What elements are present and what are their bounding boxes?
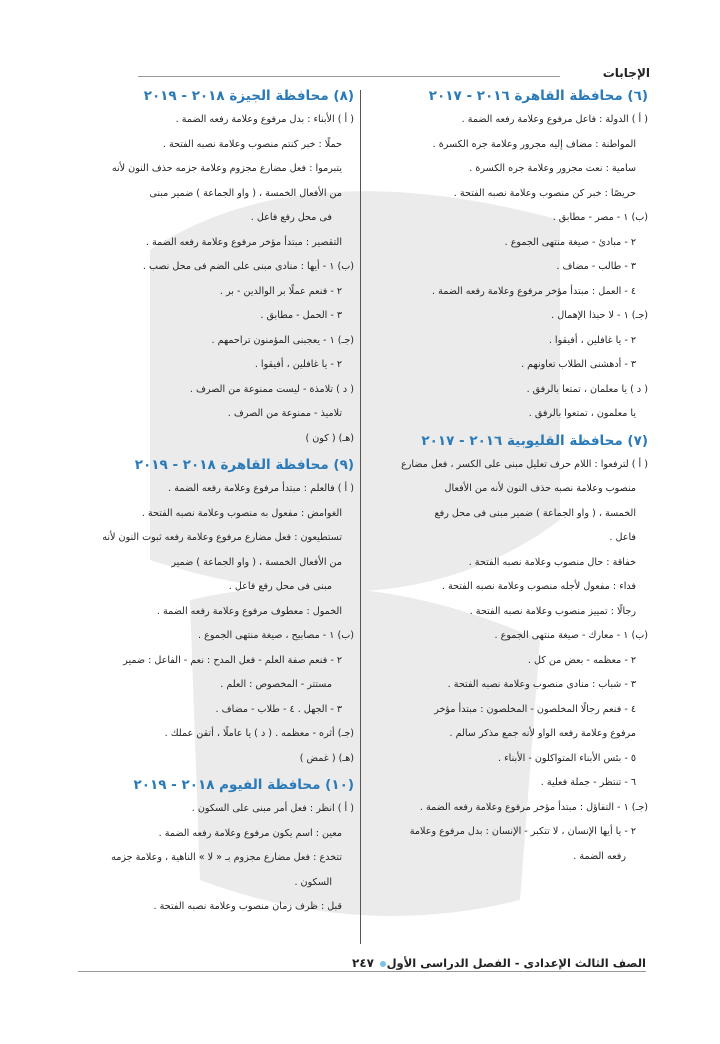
footer-rule xyxy=(78,971,646,972)
answer-line: الخمول : معطوف مرفوع وعلامة رفعه الضمة . xyxy=(156,605,342,617)
answer-line: ٣ - طالب - مضاف . xyxy=(556,261,636,272)
answer-line: تستطيعون : فعل مضارع مرفوع وعلامة رفعه ثبوت النون لأنه xyxy=(102,532,342,543)
answer-line: المواطنة : مضاف إليه مجرور وعلامة جره الكسرة . xyxy=(432,138,636,150)
answer-line: ٢ - فنعم صفة العلم - فعل المدح : نعم - الفاعل : ضمير xyxy=(123,654,342,666)
answer-line: ٢ - يا غافلين ، أفيقوا . xyxy=(548,334,636,346)
page-header xyxy=(138,66,650,78)
answer-line: فداء : مفعول لأجله منصوب وعلامة نصبه الفتحة . xyxy=(441,581,636,592)
column-divider xyxy=(360,90,361,944)
answer-line: ٤ - العمل : مبتدأ مؤخر مرفوع وعلامة رفعه الضمة . xyxy=(431,285,636,297)
section-title: (٦) محافظة القاهرة ٢٠١٦ - ٢٠١٧ xyxy=(428,88,648,104)
answer-line: التقصير : مبتدأ مؤخر مرفوع وعلامة رفعه الضمة . xyxy=(145,236,342,248)
section-title: (٨) محافظة الجيزة ٢٠١٨ - ٢٠١٩ xyxy=(143,88,354,104)
answer-line: منصوب وعلامة نصبه حذف النون لأنه من الأفعال xyxy=(444,483,636,494)
answer-line: تلاميذ - ممنوعة من الصرف . xyxy=(227,408,342,419)
answer-line: (ب) ١ - مصابيح ، صيغة منتهى الجموع . xyxy=(198,630,354,641)
answer-line: (جـ) أثره - معظمه . ( د ) يا عاملًا ، أتقن عملك . xyxy=(164,728,354,739)
answer-line: خفاقة : حال منصوب وعلامة نصبه الفتحة . xyxy=(468,556,636,568)
answer-line: ( أ ) لترفعوا : اللام حرف تعليل مبنى على الكسر ، فعل مضارع xyxy=(401,458,648,470)
answer-line: ( أ ) انظر : فعل أمر مبنى على السكون . xyxy=(191,803,354,814)
answer-line: ٣ - الحمل - مطابق . xyxy=(260,310,342,321)
answer-line: ( أ ) فالعلم : مبتدأ مرفوع وعلامة رفعه الضمة . xyxy=(168,483,354,494)
footer-dot-icon xyxy=(380,961,386,967)
answer-line: ٥ - بئس الأبناء المتواكلون - الأبناء . xyxy=(498,752,636,764)
answer-line: من الأفعال الخمسة ، ( واو الجماعة ) ضمير مبنى xyxy=(149,187,342,199)
answer-line: ٣ - شباب : منادى منصوب وعلامة نصبه الفتحة . xyxy=(447,679,636,690)
answer-line: يا معلمون ، تمتعوا بالرفق . xyxy=(528,408,636,419)
section-title: (٩) محافظة القاهرة ٢٠١٨ - ٢٠١٩ xyxy=(134,457,354,473)
section-title: (٧) محافظة القليوبية ٢٠١٦ - ٢٠١٧ xyxy=(421,432,648,449)
answer-line: ٢ - مبادئ - صيغة منتهى الجموع . xyxy=(504,236,636,248)
answer-line: معين : اسم يكون مرفوع وعلامة رفعه الضمة . xyxy=(158,827,342,839)
answer-line: فاعل . xyxy=(609,532,636,543)
answer-line: رفعه الضمة . xyxy=(573,850,626,862)
answer-line: ٣ - أدهشنى الطلاب تعاونهم . xyxy=(521,359,636,370)
footer-text: الصف الثالث الإعدادى - الفصل الدراسى الأول xyxy=(386,956,646,970)
answer-line: يتبرموا : فعل مضارع مجزوم وعلامة جزمه حذف النون لأنه xyxy=(111,163,342,174)
answer-line: ٦ - تنتظر - جملة فعلية . xyxy=(540,777,636,788)
answer-line: (ب) ١ - أيها : منادى مبنى على الضم فى محل نصب . xyxy=(142,261,354,272)
right-column xyxy=(365,86,648,869)
answer-line: مستتر - المخصوص : العلم . xyxy=(220,679,332,690)
answer-line: من الأفعال الخمسة ، ( واو الجماعة ) ضمير xyxy=(171,556,342,568)
answer-line: ( أ ) الدولة : فاعل مرفوع وعلامة رفعه الضمة . xyxy=(461,114,648,125)
answer-line: (هـ) ( كون ) xyxy=(305,432,354,444)
header-rule xyxy=(138,76,560,77)
answer-line: الخمسة ، ( واو الجماعة ) ضمير مبنى فى محل رفع xyxy=(434,507,636,519)
answer-line: ( أ ) الأبناء : بدل مرفوع وعلامة رفعه الضمة . xyxy=(175,114,354,125)
answer-line: (جـ) ١ - التفاؤل : مبتدأ مؤخر مرفوع وعلامة رفعه الضمة . xyxy=(419,801,648,813)
header-title: الإجابات xyxy=(602,66,650,80)
section-title: (١٠) محافظة الفيوم ٢٠١٨ - ٢٠١٩ xyxy=(133,777,354,793)
answer-line: ٢ - معظمه - بعض من كل . xyxy=(527,654,636,666)
answer-line: (ب) ١ - مصر - مطابق . xyxy=(552,212,648,223)
answer-line: مبنى فى محل رفع فاعل . xyxy=(228,581,332,592)
answer-line: قبل : ظرف زمان منصوب وعلامة نصبه الفتحة . xyxy=(153,901,342,912)
answer-line: حملًا : خبر كنتم منصوب وعلامة نصبه الفتحة . xyxy=(162,138,342,150)
page-footer xyxy=(78,956,646,976)
answer-line: ٤ - فنعم رجالًا المخلصون - المخلصون : مبتدأ مؤخر xyxy=(434,703,636,715)
answer-line: الغوامض : مفعول به منصوب وعلامة نصبه الفتحة . xyxy=(141,507,342,519)
answer-line: مرفوع وعلامة رفعه الواو لأنه جمع مذكر سالم . xyxy=(449,728,636,739)
answer-line: (جـ) ١ - لا حبذا الإهمال . xyxy=(551,310,648,321)
answer-line: ٢ - يا غافلين ، أفيقوا . xyxy=(254,359,342,370)
answer-line: رجالًا : تمييز منصوب وعلامة نصبه الفتحة . xyxy=(469,605,636,617)
answer-line: تتخدع : فعل مضارع مجزوم بـ « لا » الناهية ، وعلامة جزمه xyxy=(111,852,342,863)
answer-line: السكون . xyxy=(294,876,332,888)
answer-line: (جـ) ١ - يعجبنى المؤمنون تراحمهم . xyxy=(211,334,354,346)
answer-line: حريصًا : خبر كن منصوب وعلامة نصبه الفتحة . xyxy=(453,187,636,199)
answer-line: (ب) ١ - معارك - صيغة منتهى الجموع . xyxy=(494,630,648,641)
answer-line: ٣ - الجهل . ٤ - طلاب - مضاف . xyxy=(215,703,342,715)
answer-line: فى محل رفع فاعل . xyxy=(250,212,332,223)
answer-line: ( د ) يا معلمان ، تمتعا بالرفق . xyxy=(526,383,648,395)
answer-line: ٢ - فنعم عملًا بر الوالدين - بر . xyxy=(219,285,342,297)
answer-line: (هـ) ( غمض ) xyxy=(299,752,354,764)
answer-line: ( د ) تلامذة - ليست ممنوعة من الصرف . xyxy=(189,383,354,395)
answer-line: سامية : نعت مجرور وعلامة جره الكسرة . xyxy=(469,163,636,174)
answer-line: ٢ - يا أيها الإنسان ، لا تتكبر - الإنسان : بدل مرفوع وعلامة xyxy=(409,826,636,837)
left-column xyxy=(74,86,354,920)
page-number: ٢٤٧ xyxy=(352,956,374,970)
